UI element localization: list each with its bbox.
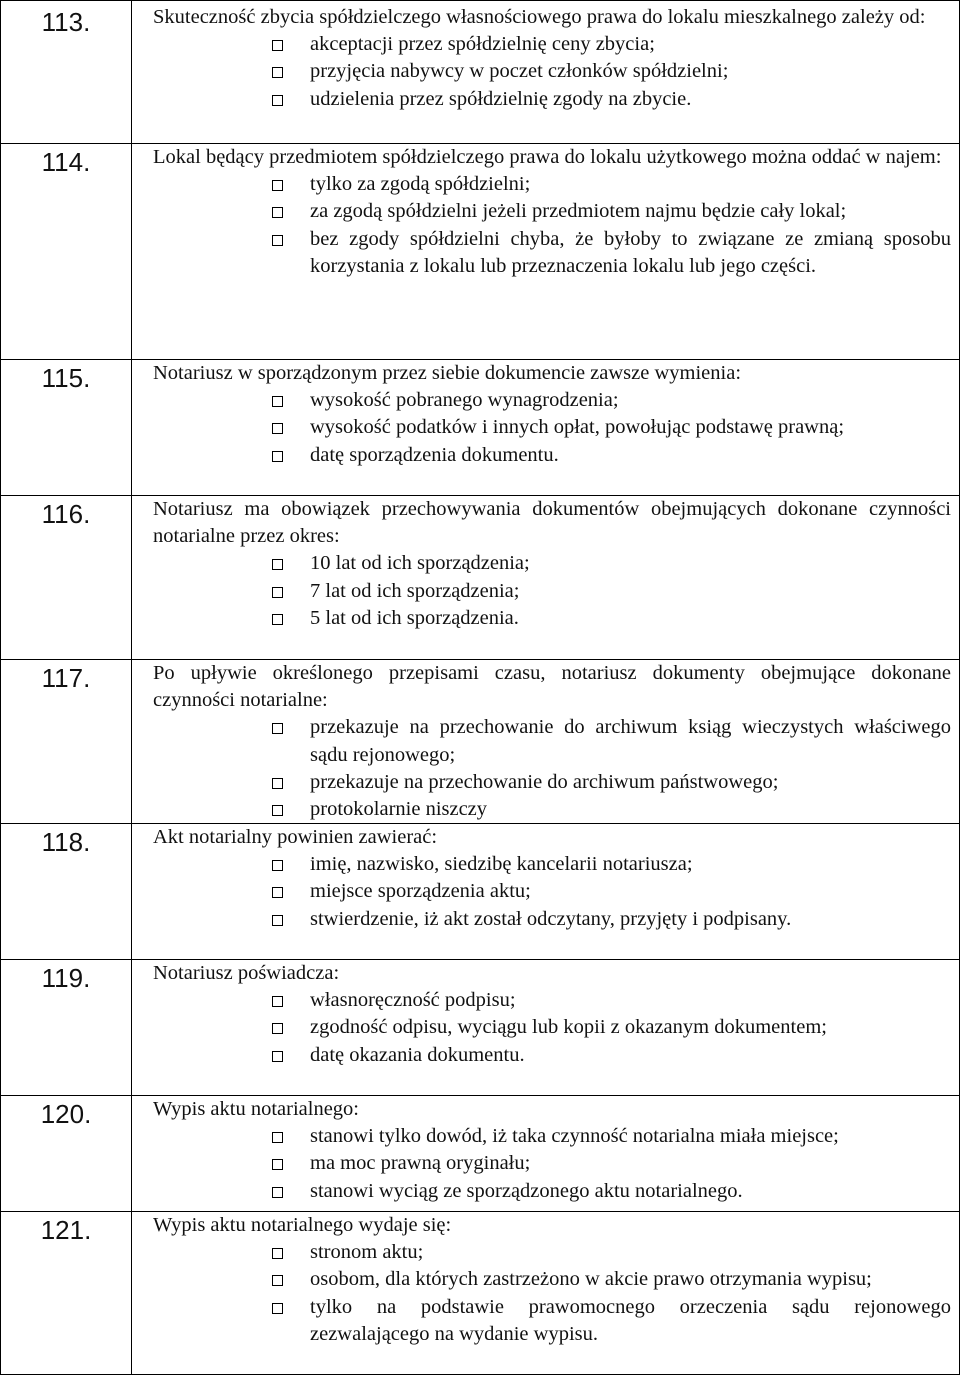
answer-option[interactable] xyxy=(153,769,951,796)
question-number: 116. xyxy=(41,499,91,529)
checkbox-icon[interactable] xyxy=(272,614,283,625)
answer-option[interactable] xyxy=(153,414,951,441)
answer-option[interactable] xyxy=(153,226,951,280)
option-text: stanowi wyciąg ze sporządzonego aktu notarialnego. xyxy=(310,1179,743,1202)
checkbox-icon[interactable] xyxy=(272,805,283,816)
question-text: Wypis aktu notarialnego wydaje się: xyxy=(153,1214,452,1236)
answer-option[interactable] xyxy=(153,851,951,878)
checkbox-icon[interactable] xyxy=(272,180,283,191)
option-text: przyjęcia nabywcy w poczet członków spółdzielni; xyxy=(310,60,729,83)
checkbox-icon[interactable] xyxy=(272,996,283,1007)
answer-option[interactable] xyxy=(153,1150,951,1177)
question-text: Notariusz ma obowiązek przechowywania dokumentów obejmujących dokonane czynności notarialne przez okres: xyxy=(153,498,951,548)
answer-option[interactable] xyxy=(153,171,951,198)
checkbox-icon[interactable] xyxy=(272,860,283,871)
checkbox-icon[interactable] xyxy=(272,915,283,926)
option-text: tylko na podstawie prawomocnego orzeczenia sądu rejonowego zezwalającego na wydanie wypisu. xyxy=(310,1295,951,1345)
question-text: Notariusz w sporządzonym przez siebie dokumencie zawsze wymienia: xyxy=(153,362,742,384)
option-text: osobom, dla których zastrzeżono w akcie prawo otrzymania wypisu; xyxy=(310,1268,872,1291)
option-text: udzielenia przez spółdzielnię zgody na zbycie. xyxy=(310,87,692,110)
question-text: Notariusz poświadcza: xyxy=(153,962,340,984)
answer-option[interactable] xyxy=(153,1239,951,1266)
answer-option[interactable] xyxy=(153,987,951,1014)
option-text: wysokość podatków i innych opłat, powołując podstawę prawną; xyxy=(310,416,845,439)
answer-option[interactable] xyxy=(153,878,951,905)
question-number: 119. xyxy=(41,963,91,993)
checkbox-icon[interactable] xyxy=(272,1023,283,1034)
checkbox-icon[interactable] xyxy=(272,207,283,218)
checkbox-icon[interactable] xyxy=(272,67,283,78)
option-text: miejsce sporządzenia aktu; xyxy=(310,880,531,903)
question-text: Akt notarialny powinien zawierać: xyxy=(153,826,438,848)
checkbox-icon[interactable] xyxy=(272,396,283,407)
option-text: 5 lat od ich sporządzenia. xyxy=(310,606,519,629)
option-text: zgodność odpisu, wyciągu lub kopii z okazanym dokumentem; xyxy=(310,1016,827,1039)
answer-option[interactable] xyxy=(153,58,951,85)
option-text: 7 lat od ich sporządzenia; xyxy=(310,579,520,602)
column-divider xyxy=(131,1,132,1374)
option-text: własnoręczność podpisu; xyxy=(310,989,516,1012)
question-text: Wypis aktu notarialnego: xyxy=(153,1098,359,1120)
option-text: 10 lat od ich sporządzenia; xyxy=(310,552,530,575)
option-text: bez zgody spółdzielni chyba, że byłoby to związane ze zmianą sposobu korzystania z lokalu lub przeznaczenia lokalu lub jego części. xyxy=(310,227,951,277)
answer-option[interactable] xyxy=(153,442,951,469)
answer-option[interactable] xyxy=(153,714,951,768)
question-number: 114. xyxy=(41,147,91,177)
option-text: tylko za zgodą spółdzielni; xyxy=(310,173,531,196)
checkbox-icon[interactable] xyxy=(272,778,283,789)
option-text: datę okazania dokumentu. xyxy=(310,1043,525,1066)
answer-option[interactable] xyxy=(153,86,951,113)
checkbox-icon[interactable] xyxy=(272,1051,283,1062)
question-number: 117. xyxy=(41,663,91,693)
option-text: za zgodą spółdzielni jeżeli przedmiotem najmu będzie cały lokal; xyxy=(310,200,847,223)
answer-option[interactable] xyxy=(153,578,951,605)
question-text: Po upływie określonego przepisami czasu, notariusz dokumenty obejmujące dokonane czynności notarialne: xyxy=(153,662,951,712)
answer-option[interactable] xyxy=(153,1294,951,1348)
option-text: przekazuje na przechowanie do archiwum ksiąg wieczystych właściwego sądu rejonowego; xyxy=(310,716,951,766)
question-number: 121. xyxy=(40,1215,92,1245)
option-text: imię, nazwisko, siedzibę kancelarii notariusza; xyxy=(310,853,693,876)
answer-option[interactable] xyxy=(153,605,951,632)
checkbox-icon[interactable] xyxy=(272,423,283,434)
checkbox-icon[interactable] xyxy=(272,451,283,462)
checkbox-icon[interactable] xyxy=(272,235,283,246)
checkbox-icon[interactable] xyxy=(272,723,283,734)
checkbox-icon[interactable] xyxy=(272,40,283,51)
checkbox-icon[interactable] xyxy=(272,887,283,898)
question-number: 113. xyxy=(41,7,91,37)
option-text: wysokość pobranego wynagrodzenia; xyxy=(310,389,619,412)
option-text: stanowi tylko dowód, iż taka czynność notarialna miała miejsce; xyxy=(310,1125,839,1148)
option-text: akceptacji przez spółdzielnię ceny zbycia; xyxy=(310,33,655,56)
answer-option[interactable] xyxy=(153,1178,951,1205)
checkbox-icon[interactable] xyxy=(272,1275,283,1286)
answer-option[interactable] xyxy=(153,387,951,414)
checkbox-icon[interactable] xyxy=(272,1303,283,1314)
checkbox-icon[interactable] xyxy=(272,1248,283,1259)
option-text: przekazuje na przechowanie do archiwum państwowego; xyxy=(310,770,779,793)
checkbox-icon[interactable] xyxy=(272,587,283,598)
checkbox-icon[interactable] xyxy=(272,1187,283,1198)
option-text: datę sporządzenia dokumentu. xyxy=(310,443,559,466)
question-number: 118. xyxy=(41,827,91,857)
checkbox-icon[interactable] xyxy=(272,1132,283,1143)
answer-option[interactable] xyxy=(153,1123,951,1150)
answer-option[interactable] xyxy=(153,796,951,823)
checkbox-icon[interactable] xyxy=(272,95,283,106)
option-text: protokolarnie niszczy xyxy=(310,798,488,821)
question-text: Skuteczność zbycia spółdzielczego własnościowego prawa do lokalu mieszkalnego zależy od: xyxy=(153,6,926,28)
checkbox-icon[interactable] xyxy=(272,1159,283,1170)
answer-option[interactable] xyxy=(153,31,951,58)
answer-option[interactable] xyxy=(153,550,951,577)
option-text: stwierdzenie, iż akt został odczytany, przyjęty i podpisany. xyxy=(310,907,792,930)
option-text: ma moc prawną oryginału; xyxy=(310,1152,531,1175)
answer-option[interactable] xyxy=(153,198,951,225)
answer-option[interactable] xyxy=(153,1014,951,1041)
answer-option[interactable] xyxy=(153,906,951,933)
answer-option[interactable] xyxy=(153,1042,951,1069)
question-text: Lokal będący przedmiotem spółdzielczego prawa do lokalu użytkowego można oddać w najem: xyxy=(153,146,942,168)
checkbox-icon[interactable] xyxy=(272,559,283,570)
option-text: stronom aktu; xyxy=(310,1241,424,1264)
answer-option[interactable] xyxy=(153,1266,951,1293)
question-number: 115. xyxy=(41,363,91,393)
question-number: 120. xyxy=(40,1099,92,1129)
